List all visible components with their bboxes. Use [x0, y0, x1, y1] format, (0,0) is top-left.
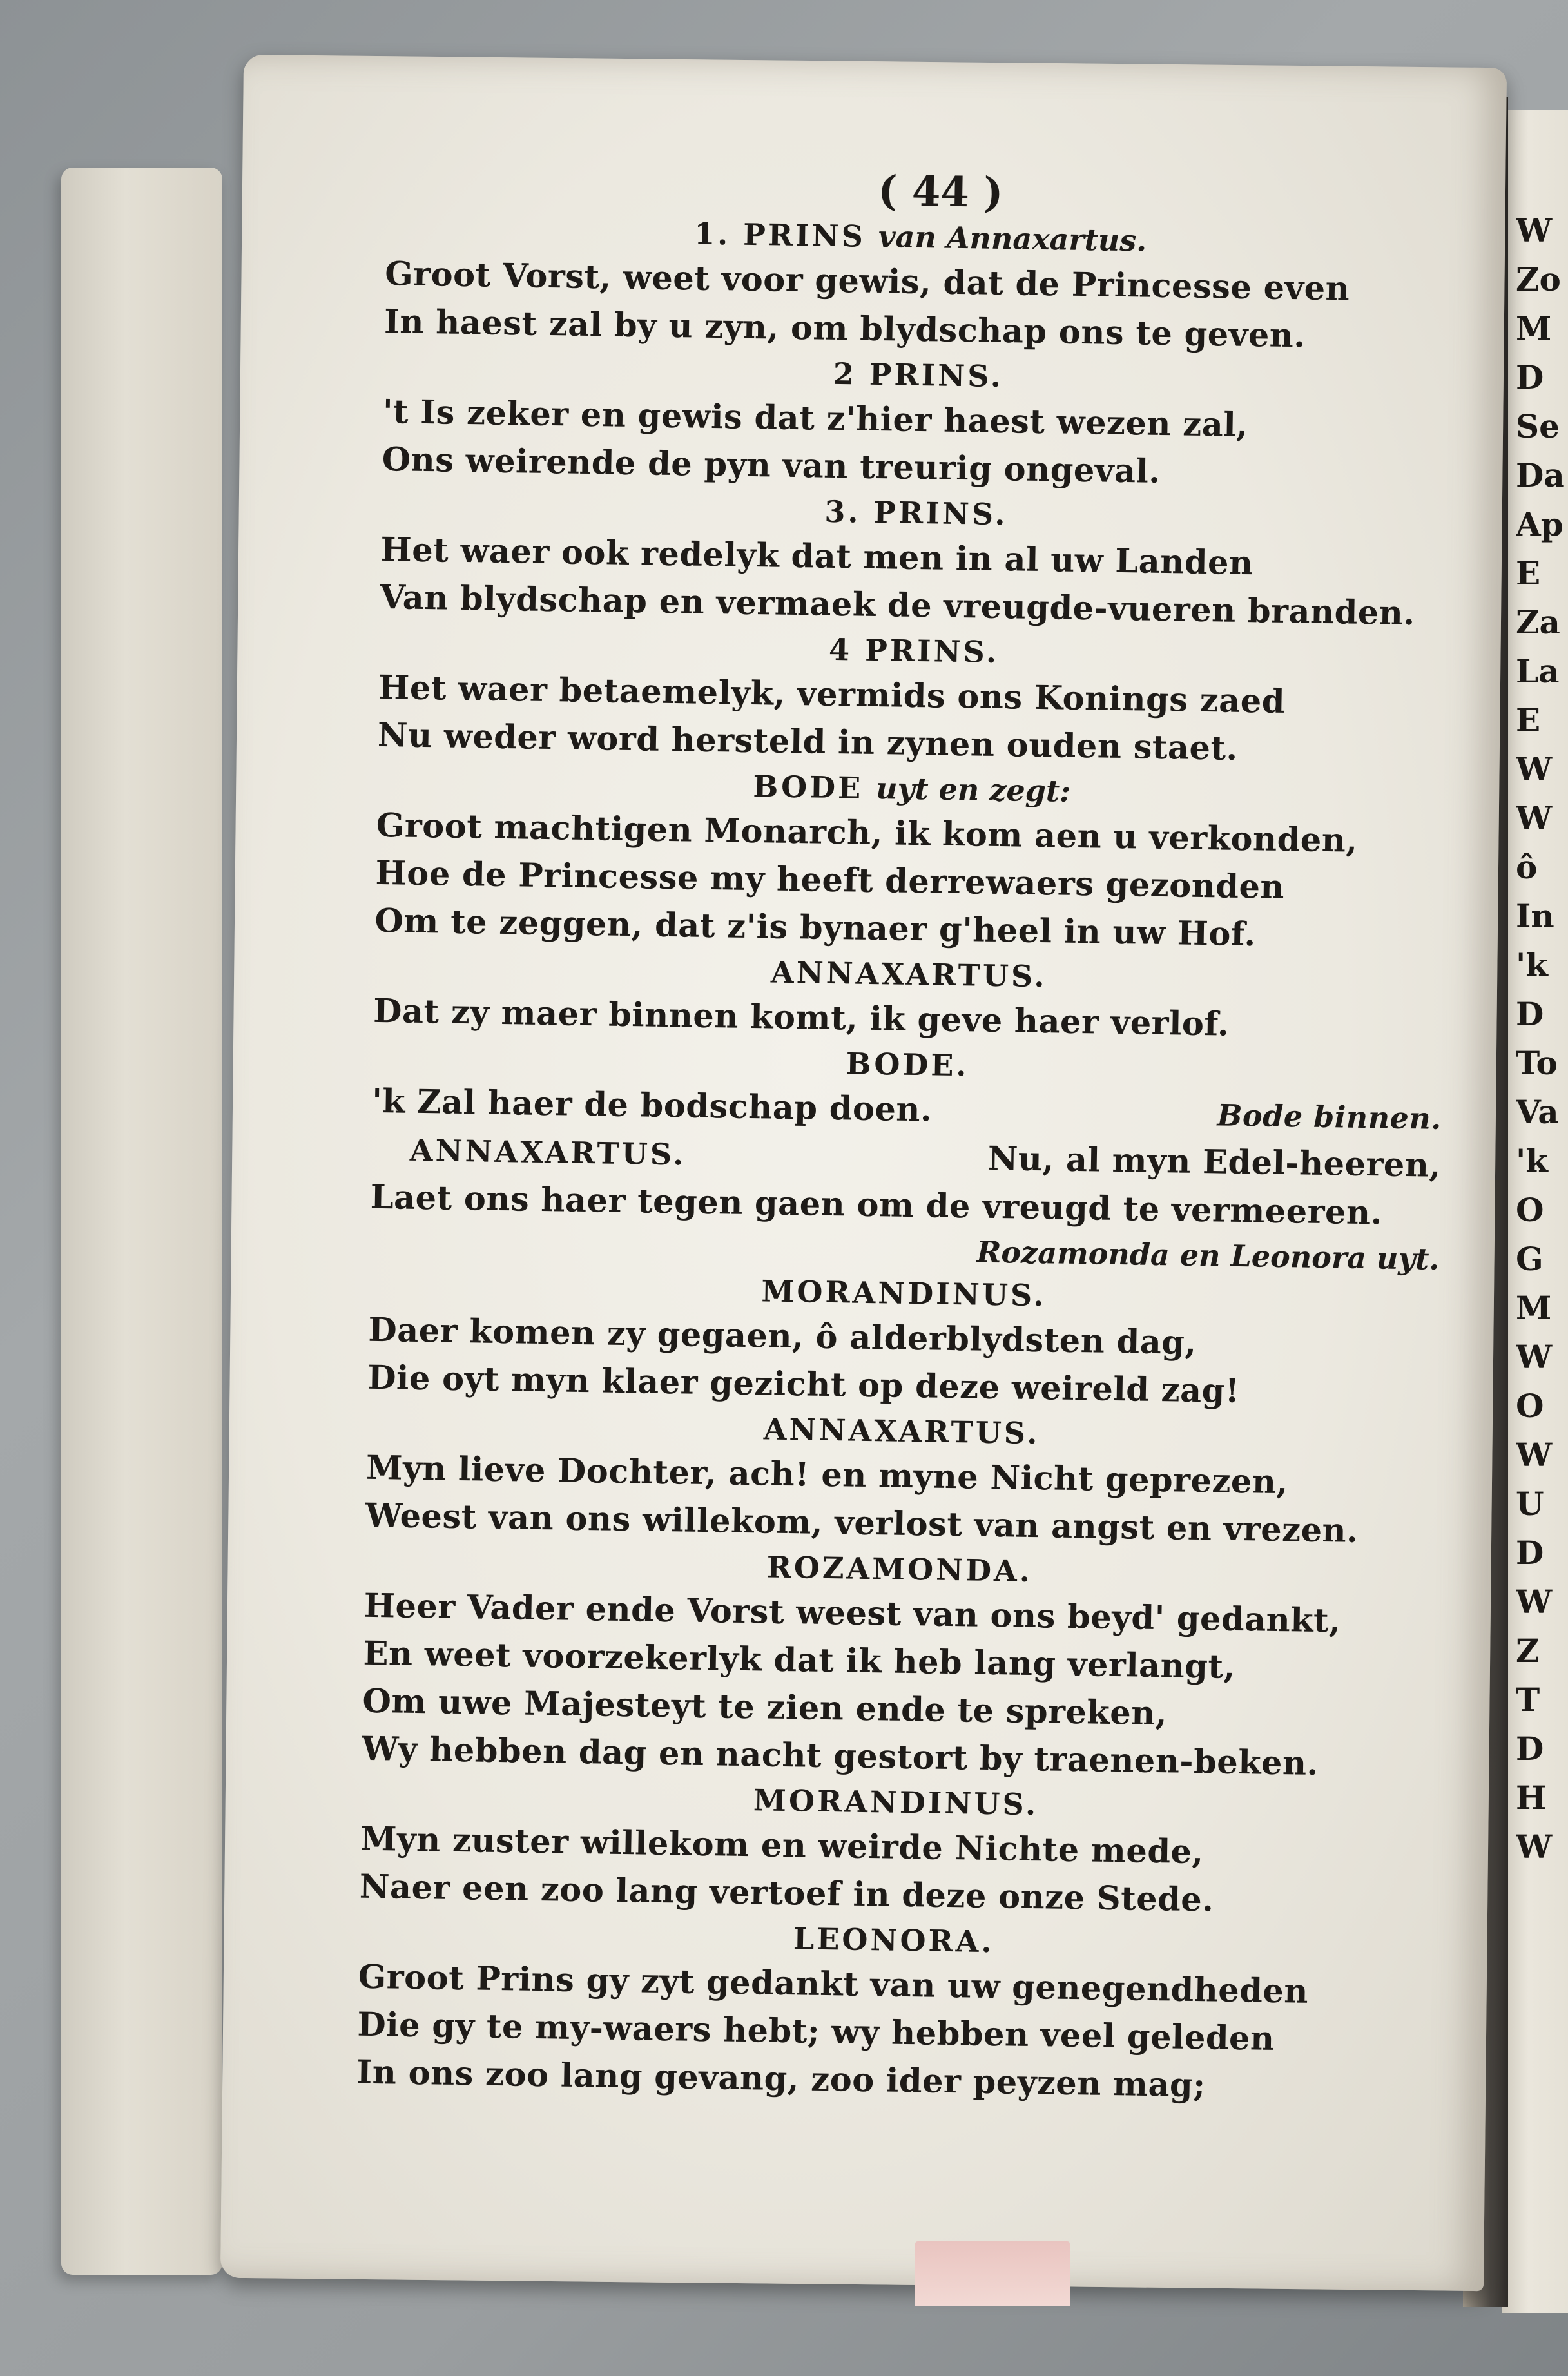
page-stack-edge — [61, 168, 222, 2275]
verse-line: Nu weder word hersteld in zynen ouden staet. — [377, 715, 1239, 768]
verse-line: Dat zy maer binnen komt, ik geve haer verlof. — [373, 991, 1230, 1044]
facing-line-start: M — [1516, 1289, 1552, 1327]
facing-line-start: 'k — [1516, 946, 1548, 984]
facing-line-start: W — [1516, 211, 1553, 249]
facing-line-start: D — [1516, 995, 1544, 1033]
facing-line-start: W — [1516, 799, 1553, 837]
verse-line: Myn zuster willekom en weirde Nichte mede, — [360, 1819, 1205, 1872]
speaker-name: BODE — [753, 769, 864, 806]
facing-line-start: U — [1516, 1485, 1544, 1523]
facing-line-start: D — [1516, 358, 1544, 396]
facing-line-start: W — [1516, 1583, 1553, 1621]
verse-line: Het waer betaemelyk, vermids ons Konings zaed — [378, 668, 1286, 721]
facing-line-start: E — [1516, 554, 1541, 592]
facing-line-start: M — [1516, 309, 1552, 347]
facing-line-start: E — [1516, 701, 1541, 739]
facing-page-text — [1516, 206, 1567, 1871]
verse-line: Naer een zoo lang vertoef in deze onze Stede. — [359, 1867, 1214, 1920]
facing-line-start: O — [1516, 1387, 1544, 1425]
facing-line-start: T — [1516, 1681, 1540, 1719]
verse-line: Groot machtigen Monarch, ik kom aen u verkonden, — [376, 806, 1359, 860]
facing-line-start: H — [1516, 1779, 1547, 1817]
verse-line: Ons weirende de pyn van treurig ongeval. — [382, 439, 1161, 491]
speaker-name: MORANDINUS. — [761, 1273, 1047, 1313]
facing-line-start: Se — [1516, 407, 1560, 445]
speaker-name: LEONORA. — [793, 1921, 994, 1960]
verse-line: Die oyt myn klaer gezicht op deze weireld zag! — [367, 1358, 1241, 1411]
facing-line-start: Va — [1516, 1093, 1559, 1131]
speaker-note: van Annaxartus. — [878, 219, 1147, 258]
speaker-note: uyt en zegt: — [875, 771, 1071, 809]
stage-direction: Bode binnen. — [1217, 1097, 1442, 1136]
stage-direction: Rozamonda en Leonora uyt. — [976, 1234, 1440, 1277]
speaker-name: ANNAXARTUS. — [409, 1132, 686, 1172]
speaker-name: 3. PRINS. — [824, 494, 1008, 532]
speaker-name: 4 PRINS. — [828, 632, 1000, 670]
verse-line: Myn lieve Dochter, ach! en myne Nicht geprezen, — [365, 1448, 1289, 1502]
facing-line-start: D — [1516, 1730, 1544, 1768]
facing-line-start: Da — [1516, 456, 1565, 494]
verse-line: Wy hebben dag en nacht gestort by traenen-beken. — [361, 1729, 1319, 1784]
verse-line: Om uwe Majesteyt te zien ende te spreken, — [362, 1681, 1168, 1734]
facing-line-start: Z — [1516, 1632, 1540, 1670]
speaker-name: 2 PRINS. — [833, 356, 1004, 394]
facing-line-start: Zo — [1516, 260, 1561, 298]
facing-line-start: W — [1516, 750, 1553, 788]
verse-line: Nu, al myn Edel-heeren, — [987, 1139, 1442, 1185]
verse-line: Groot Vorst, weet voor gewis, dat de Princesse even — [384, 254, 1350, 309]
text-blocks-bottom — [356, 1174, 1440, 2113]
verse-line: In ons zoo lang gevang, zoo ider peyzen mag; — [356, 2052, 1206, 2105]
facing-line-start: La — [1516, 652, 1560, 690]
verse-line: Groot Prins gy zyt gedankt van uw genegendheden — [358, 1957, 1309, 2011]
speaker-name: ROZAMONDA. — [766, 1549, 1033, 1589]
verse-line: Om te zeggen, dat z'is bynaer g'heel in uw Hof. — [374, 901, 1257, 954]
verse-line: Het waer ook redelyk dat men in al uw Landen — [380, 530, 1254, 583]
speaker-name: 1. PRINS — [693, 216, 866, 254]
page-text — [356, 161, 1457, 2113]
facing-line-start: O — [1516, 1191, 1544, 1229]
speaker-name: ANNAXARTUS. — [763, 1411, 1040, 1451]
verse-line: Laet ons haer tegen gaen om de vreugd te vermeeren. — [370, 1177, 1383, 1233]
page-number: ( 44 ) — [877, 166, 1004, 218]
text-blocks-top — [373, 208, 1456, 1094]
facing-line-start: Za — [1516, 603, 1560, 641]
speaker-name: ANNAXARTUS. — [770, 954, 1047, 994]
speaker-name: MORANDINUS. — [753, 1782, 1039, 1822]
verse-line: Heer Vader ende Vorst weest van ons beyd' gedankt, — [363, 1586, 1341, 1641]
speaker-name: BODE. — [846, 1046, 969, 1083]
verse-line: In haest zal by u zyn, om blydschap ons te geven. — [383, 302, 1306, 356]
verse-line: En weet voorzekerlyk dat ik heb lang verlangt, — [363, 1634, 1236, 1686]
facing-line-start: W — [1516, 1338, 1553, 1376]
verse-line: 't Is zeker en gewis dat z'hier haest wezen zal, — [382, 392, 1248, 445]
facing-line-start: To — [1516, 1044, 1558, 1082]
facing-line-start: 'k — [1516, 1142, 1548, 1180]
verse-line: Van blydschap en vermaek de vreugde-vueren branden. — [379, 577, 1416, 633]
verse-line: Hoe de Princesse my heeft derrewaers gezonden — [375, 853, 1285, 907]
verse-line: Weest van ons willekom, verlost van angst en vrezen. — [365, 1496, 1359, 1550]
facing-line-start: G — [1516, 1240, 1544, 1278]
bookmark-tab — [915, 2241, 1070, 2306]
verse-line: 'k Zal haer de bodschap doen. — [371, 1081, 933, 1130]
facing-line-start: In — [1516, 897, 1554, 935]
facing-line-start: W — [1516, 1828, 1553, 1866]
verse-line: Die gy te my-waers hebt; wy hebben veel geleden — [357, 2005, 1275, 2058]
facing-line-start: Ap — [1516, 505, 1563, 543]
facing-line-start: W — [1516, 1436, 1553, 1474]
facing-line-start: D — [1516, 1534, 1544, 1572]
facing-line-start: ô — [1516, 848, 1538, 886]
verse-line: Daer komen zy gegaen, ô alderblydsten dag, — [368, 1310, 1197, 1362]
